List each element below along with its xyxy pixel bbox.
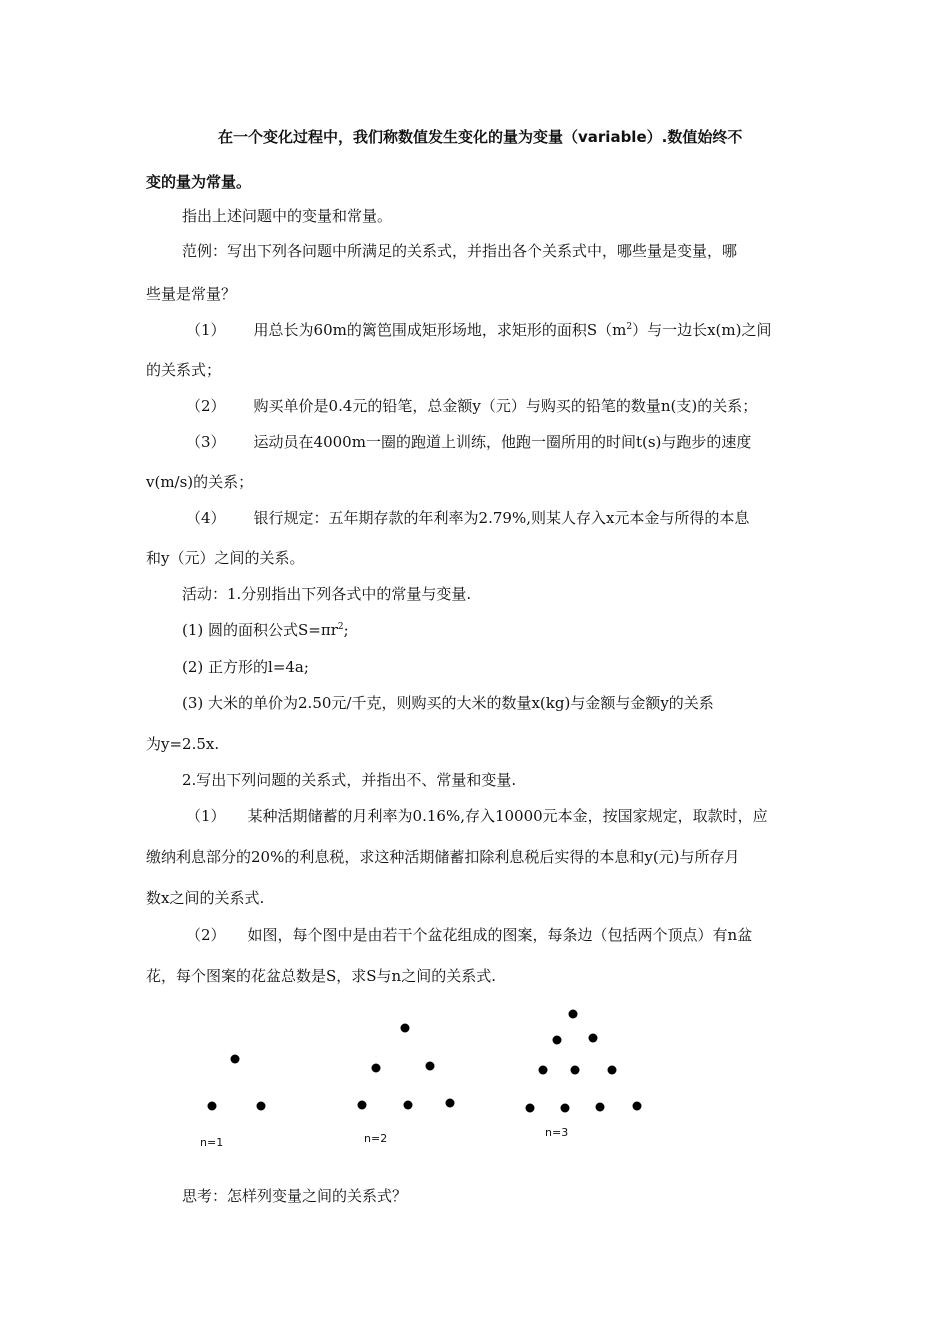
question-number: （1） [186, 807, 226, 825]
activity-2: (2) 正方形的l=4a; [182, 658, 309, 676]
pattern-n3 [526, 1010, 642, 1140]
pot-dot [404, 1101, 413, 1110]
item-number: （4） [186, 509, 226, 527]
pot-dot [539, 1066, 548, 1075]
pot-dot [596, 1103, 605, 1112]
item-text-a: 用总长为60m的篱笆围成矩形场地，求矩形的面积S（m [253, 321, 627, 339]
pot-dot [608, 1066, 617, 1075]
pot-dot [553, 1036, 562, 1045]
pot-dot [231, 1055, 240, 1064]
question-1-line-2: 缴纳利息部分的20%的利息税，求这种活期储蓄扣除利息税后实得的本息和y(元)与所存月 [146, 848, 740, 866]
question-1-line-3: 数x之间的关系式. [146, 889, 265, 907]
definition-line-1: 在一个变化过程中，我们称数值发生变化的量为变量（variable）.数值始终不 [218, 128, 743, 146]
item-text: 运动员在4000m一圈的跑道上训练，他跑一圈所用的时间t(s)与跑步的速度 [253, 433, 752, 451]
example-item-1-cont: 的关系式； [146, 361, 222, 379]
item-text: 银行规定：五年期存款的年利率为2.79%,则某人存入x元本金与所得的本息 [253, 509, 750, 527]
activity-3-line-1: (3) 大米的单价为2.50元/千克，则购买的大米的数量x(kg)与金额与金额y的关系 [182, 694, 714, 712]
pot-dot [589, 1034, 598, 1043]
example-item-3 [186, 432, 751, 452]
activity-3-line-2: 为y=2.5x. [146, 735, 220, 753]
superscript: 2 [337, 622, 344, 632]
superscript: 2 [626, 322, 633, 332]
pot-dot [571, 1066, 580, 1075]
pot-dot [401, 1024, 410, 1033]
activity-title: 活动：1.分别指出下列各式中的常量与变量. [182, 585, 472, 603]
prompt-text: 指出上述问题中的变量和常量。 [182, 207, 393, 225]
definition-line-2: 变的量为常量。 [146, 173, 252, 191]
pot-dot [358, 1101, 367, 1110]
pot-dot [633, 1102, 642, 1111]
label-n2: n=2 [364, 1132, 388, 1145]
activity-1-post: ; [343, 621, 349, 639]
pot-dot [526, 1104, 535, 1113]
question-number: （2） [186, 926, 226, 944]
pattern-n1 [200, 1055, 266, 1150]
pot-dot [561, 1104, 570, 1113]
pot-dot [569, 1010, 578, 1019]
example-intro-line-2: 些量是常量？ [146, 285, 237, 303]
pot-dot [372, 1064, 381, 1073]
pot-dot [208, 1102, 217, 1111]
pot-dot [426, 1062, 435, 1071]
activity-1-text: (1) 圆的面积公式S=πr [182, 621, 338, 639]
question-1-line-1 [186, 806, 768, 826]
label-n1: n=1 [200, 1136, 224, 1149]
pot-dot [446, 1099, 455, 1108]
item-text: 购买单价是0.4元的铅笔，总金额y（元）与购买的铅笔的数量n(支)的关系； [253, 397, 758, 415]
example-intro-line-1: 范例：写出下列各问题中所满足的关系式，并指出各个关系式中，哪些量是变量，哪 [182, 242, 738, 260]
item-number: （1） [186, 321, 226, 339]
label-n3: n=3 [545, 1126, 569, 1139]
example-item-4 [186, 508, 749, 528]
task-2-title: 2.写出下列问题的关系式，并指出不、常量和变量. [182, 771, 517, 789]
example-item-2 [186, 396, 757, 416]
example-item-3-cont: v(m/s)的关系； [146, 473, 254, 491]
activity-1 [182, 620, 349, 640]
question-2-line-1 [186, 925, 752, 945]
item-number: （2） [186, 397, 226, 415]
example-item-4-cont: 和y（元）之间的关系。 [146, 549, 305, 567]
think-question: 思考：怎样列变量之间的关系式？ [182, 1187, 408, 1205]
question-text: 如图，每个图中是由若干个盆花组成的图案，每条边（包括两个顶点）有n盆 [247, 926, 753, 944]
example-item-1 [186, 320, 771, 340]
item-number: （3） [186, 433, 226, 451]
question-2-line-2: 花，每个图案的花盆总数是S，求S与n之间的关系式. [146, 967, 496, 985]
question-text: 某种活期储蓄的月利率为0.16%,存入10000元本金，按国家规定，取款时，应 [247, 807, 768, 825]
pot-dot [257, 1102, 266, 1111]
item-text-b: ）与一边长x(m)之间 [632, 321, 772, 339]
pattern-n2 [358, 1024, 455, 1146]
